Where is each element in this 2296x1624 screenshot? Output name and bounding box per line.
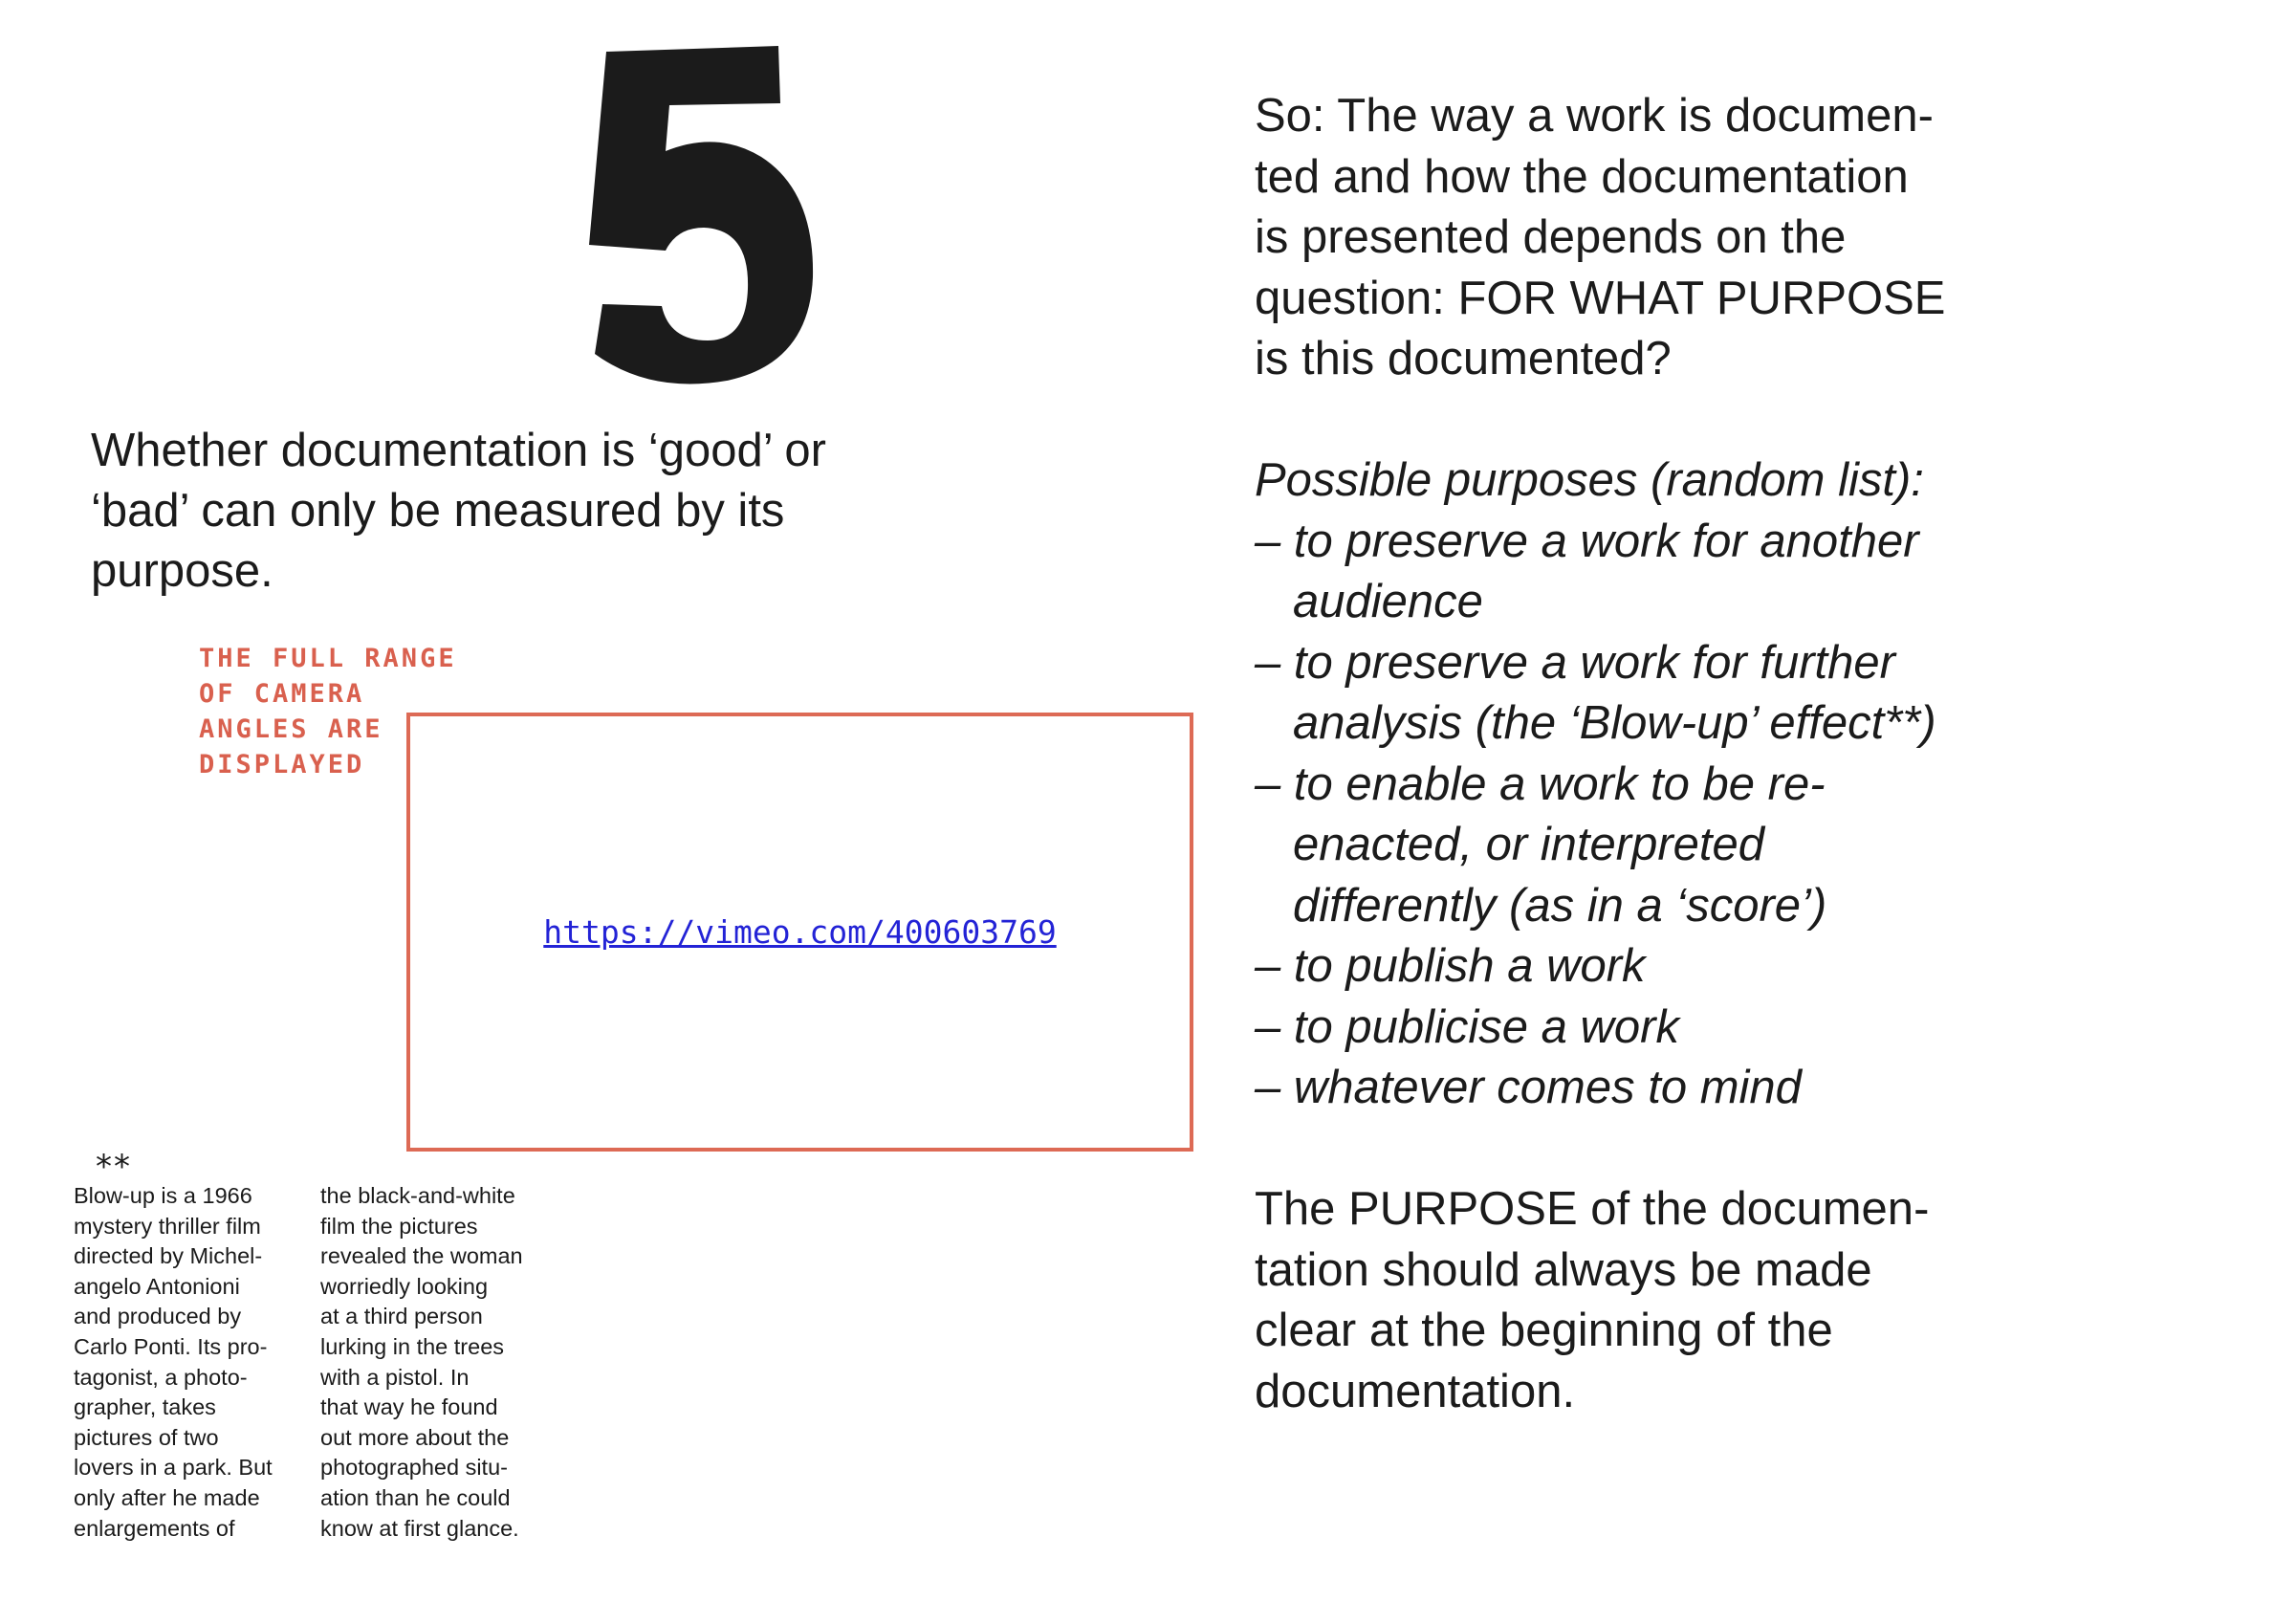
footnote-line: with a pistol. In [320, 1364, 470, 1390]
lead-paragraph: Whether documentation is ‘good’ or ‘bad’ can only be measured by its purpose. [91, 425, 826, 597]
intro-paragraph [1255, 86, 2259, 390]
intro-line: is this documented? [1255, 333, 1672, 384]
footnote-line: and produced by [74, 1304, 242, 1329]
purpose-column [1255, 86, 2259, 1422]
list-item: – whatever comes to mind [1255, 1062, 1802, 1113]
list-item-continuation: differently (as in a ‘score’) [1293, 879, 1827, 932]
footnote-line: revealed the woman [320, 1243, 523, 1269]
purposes-list [1255, 450, 2259, 1119]
footnote-line: at a third person [320, 1304, 483, 1329]
purposes-list-title: Possible purposes (random list): [1255, 454, 1924, 506]
footnote-line: directed by Michel- [74, 1243, 263, 1269]
annotation-line: OF CAMERA [199, 679, 365, 709]
footnote-line: worriedly looking [320, 1273, 489, 1299]
footnote-line: the black-and-white [320, 1183, 515, 1208]
intro-line: question: FOR WHAT PURPOSE [1255, 272, 1946, 324]
page-number-glyph [574, 38, 822, 392]
footnote-column-2 [320, 1181, 559, 1544]
list-item-continuation: audience [1293, 576, 1483, 627]
annotation-line: THE FULL RANGE [199, 644, 457, 673]
footnote-line: mystery thriller film [74, 1213, 261, 1239]
footnote-line: ation than he could [320, 1484, 511, 1510]
footnote-line: photographed situ- [320, 1455, 508, 1481]
footnote-line: film the pictures [320, 1213, 478, 1239]
outro-paragraph [1255, 1179, 2259, 1422]
footnote-mark: ** [96, 1148, 132, 1186]
list-item: – to preserve a work for further [1255, 636, 1895, 689]
list-item: – to preserve a work for another [1255, 515, 1919, 567]
footnote-line: angelo Antonioni [74, 1273, 240, 1299]
footnote-line: pictures of two [74, 1424, 219, 1450]
annotation-line: DISPLAYED [199, 750, 365, 779]
footnote-line: lovers in a park. But [74, 1455, 273, 1481]
footnote-line: that way he found [320, 1394, 498, 1420]
video-placeholder-frame [406, 713, 1193, 1152]
footnote-line: only after he made [74, 1484, 260, 1510]
footnote-line: out more about the [320, 1424, 510, 1450]
footnote-line: enlargements of [74, 1515, 235, 1541]
footnote-line: know at first glance. [320, 1515, 519, 1541]
list-item: – to publish a work [1255, 940, 1646, 992]
footnote-line: lurking in the trees [320, 1333, 505, 1359]
list-item: – to publicise a work [1255, 1000, 1679, 1053]
vimeo-link[interactable]: https://vimeo.com/400603769 [543, 913, 1057, 951]
outro-line: clear at the beginning of the [1255, 1305, 1833, 1356]
intro-line: ted and how the documentation [1255, 150, 1909, 203]
footnote-column-1 [74, 1181, 313, 1544]
list-item: – to enable a work to be re- [1255, 757, 1826, 810]
intro-line: So: The way a work is documen- [1255, 90, 1934, 142]
list-item-continuation: enacted, or interpreted [1293, 819, 1765, 870]
footnote-line: grapher, takes [74, 1394, 216, 1420]
footnote-line: Blow-up is a 1966 [74, 1183, 252, 1208]
outro-line: documentation. [1255, 1365, 1576, 1417]
page-number [574, 38, 822, 392]
outro-line: The PURPOSE of the documen- [1255, 1183, 1930, 1235]
footnote-line: tagonist, a photo- [74, 1364, 248, 1390]
intro-line: is presented depends on the [1255, 211, 1847, 263]
list-item-continuation: analysis (the ‘Blow-up’ effect**) [1293, 697, 1936, 749]
footnote-line: Carlo Ponti. Its pro- [74, 1333, 268, 1359]
outro-line: tation should always be made [1255, 1243, 1872, 1296]
annotation-line: ANGLES ARE [199, 714, 383, 744]
